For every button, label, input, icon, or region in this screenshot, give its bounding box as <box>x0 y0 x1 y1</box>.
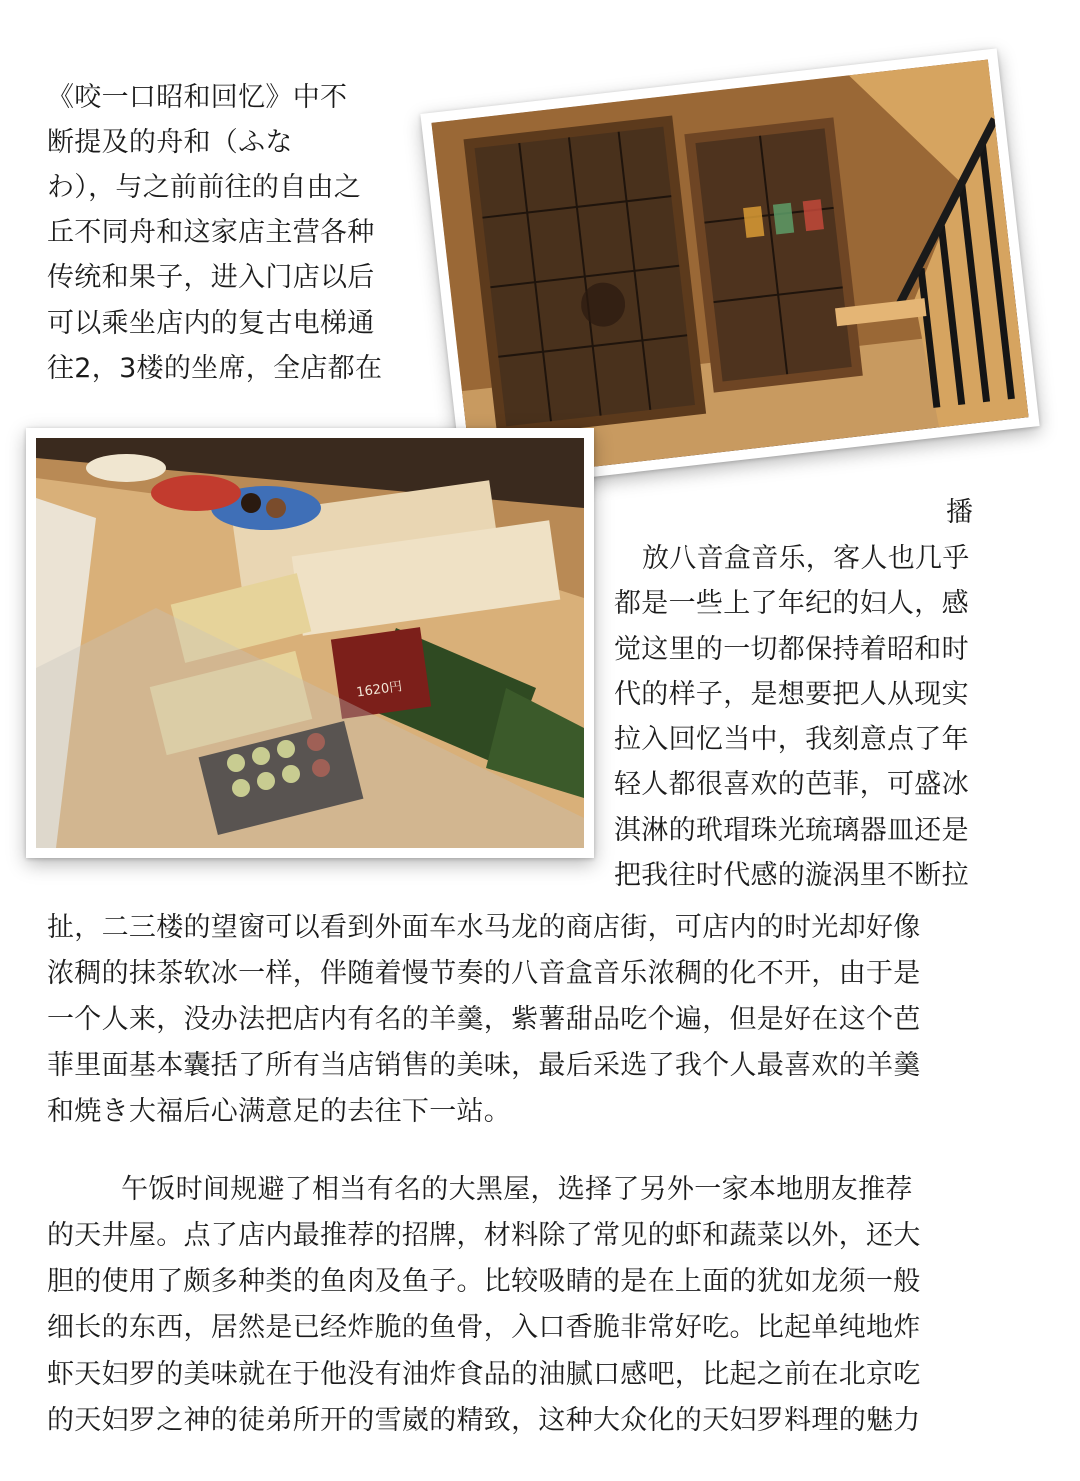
paragraph-2-line-2: 的天井屋。点了店内最推荐的招牌，材料除了常见的虾和蔬菜以外，还大 <box>47 1220 921 1251</box>
paragraph-1-line-7: 往2，3楼的坐席，全店都在 <box>47 353 383 384</box>
paragraph-1-line-21: 和焼き大福后心满意足的去往下一站。 <box>47 1096 512 1127</box>
paragraph-1-line-16: 把我往时代感的漩涡里不断拉 <box>614 860 969 891</box>
shop-interior-illustration <box>431 59 1028 480</box>
paragraph-1-line-4: 丘不同舟和这家店主营各种 <box>47 217 375 248</box>
paragraph-1-line-20: 菲里面基本囊括了所有当店销售的美味，最后采选了我个人最喜欢的羊羹 <box>47 1050 921 1081</box>
paragraph-2-line-1: 午饭时间规避了相当有名的大黑屋，选择了另外一家本地朋友推荐 <box>121 1174 913 1205</box>
paragraph-1-line-2: 断提及的舟和（ふな <box>47 127 293 158</box>
paragraph-1-line-3: わ），与之前前往的自由之 <box>47 172 362 203</box>
paragraph-1-line-18: 浓稠的抹茶软冰一样，伴随着慢节奏的八音盒音乐浓稠的化不开，由于是 <box>47 958 921 989</box>
paragraph-1-line-13: 拉入回忆当中，我刻意点了年 <box>614 724 969 755</box>
paragraph-1-line-11: 觉这里的一切都保持着昭和时 <box>614 634 969 665</box>
paragraph-1-line-9: 放八音盒音乐，客人也几乎 <box>642 543 970 574</box>
paragraph-1-line-1: 《咬一口昭和回忆》中不 <box>47 82 348 113</box>
paragraph-2-line-5: 虾天妇罗的美味就在于他没有油炸食品的油腻口感吧，比起之前在北京吃 <box>47 1359 921 1390</box>
shop-interior-photo <box>420 48 1039 491</box>
paragraph-1-line-5: 传统和果子，进入门店以后 <box>47 262 375 293</box>
paragraph-1-line-19: 一个人来，没办法把店内有名的羊羹，紫薯甜品吃个遍，但是好在这个芭 <box>47 1004 921 1035</box>
sweets-display-photo <box>26 428 594 858</box>
sweets-display-illustration <box>36 438 584 848</box>
paragraph-1-line-8: 播 <box>946 497 974 528</box>
paragraph-1-line-15: 淇淋的玳瑁珠光琉璃器皿还是 <box>614 815 969 846</box>
paragraph-1-line-12: 代的样子，是想要把人从现实 <box>614 679 969 710</box>
paragraph-1-line-14: 轻人都很喜欢的芭菲，可盛冰 <box>614 769 969 800</box>
paragraph-1-line-6: 可以乘坐店内的复古电梯通 <box>47 308 375 339</box>
paragraph-2-line-6: 的天妇罗之神的徒弟所开的雪崴的精致，这种大众化的天妇罗料理的魅力 <box>47 1405 921 1436</box>
paragraph-2-line-3: 胆的使用了颇多种类的鱼肉及鱼子。比较吸睛的是在上面的犹如龙须一般 <box>47 1266 921 1297</box>
paragraph-1-line-10: 都是一些上了年纪的妇人，感 <box>614 588 969 619</box>
paragraph-1-line-17: 扯，二三楼的望窗可以看到外面车水马龙的商店街，可店内的时光却好像 <box>47 912 921 943</box>
display-price-label: 1620円 <box>355 679 404 701</box>
paragraph-2-line-4: 细长的东西，居然是已经炸脆的鱼骨，入口香脆非常好吃。比起单纯地炸 <box>47 1312 921 1343</box>
